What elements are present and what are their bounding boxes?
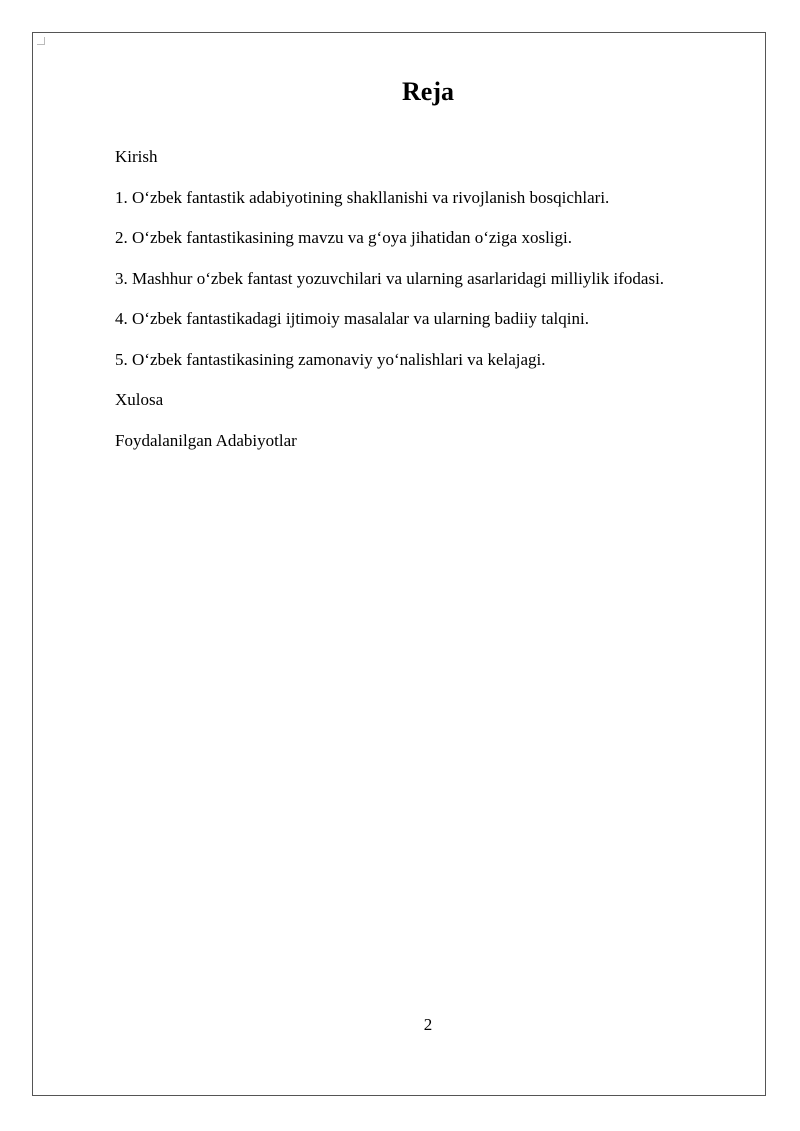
outline-item-introduction: Kirish	[115, 147, 158, 166]
outline-item-2: 2. O‘zbek fantastikasining mavzu va g‘oya jihatidan o‘ziga xosligi.	[115, 228, 572, 247]
outline-item-5: 5. O‘zbek fantastikasining zamonaviy yo‘nalishlari va kelajagi.	[115, 349, 546, 369]
page-title: Reja	[402, 77, 454, 106]
outline-item-3: 3. Mashhur o‘zbek fantast yozuvchilari va ularning asarlaridagi milliylik ifodasi.	[115, 268, 665, 288]
outline-item-conclusion: Xulosa	[115, 390, 164, 409]
outline-item-4: 4. O‘zbek fantastikadagi ijtimoiy masalalar va ularning badiiy talqini.	[115, 309, 589, 328]
outline-list	[115, 146, 664, 470]
corner-crop-mark	[37, 37, 45, 45]
page-number: 2	[423, 1015, 433, 1034]
outline-item-1: 1. O‘zbek fantastik adabiyotining shakllanishi va rivojlanish bosqichlari.	[115, 187, 610, 207]
outline-item-references: Foydalanilgan Adabiyotlar	[115, 430, 297, 450]
